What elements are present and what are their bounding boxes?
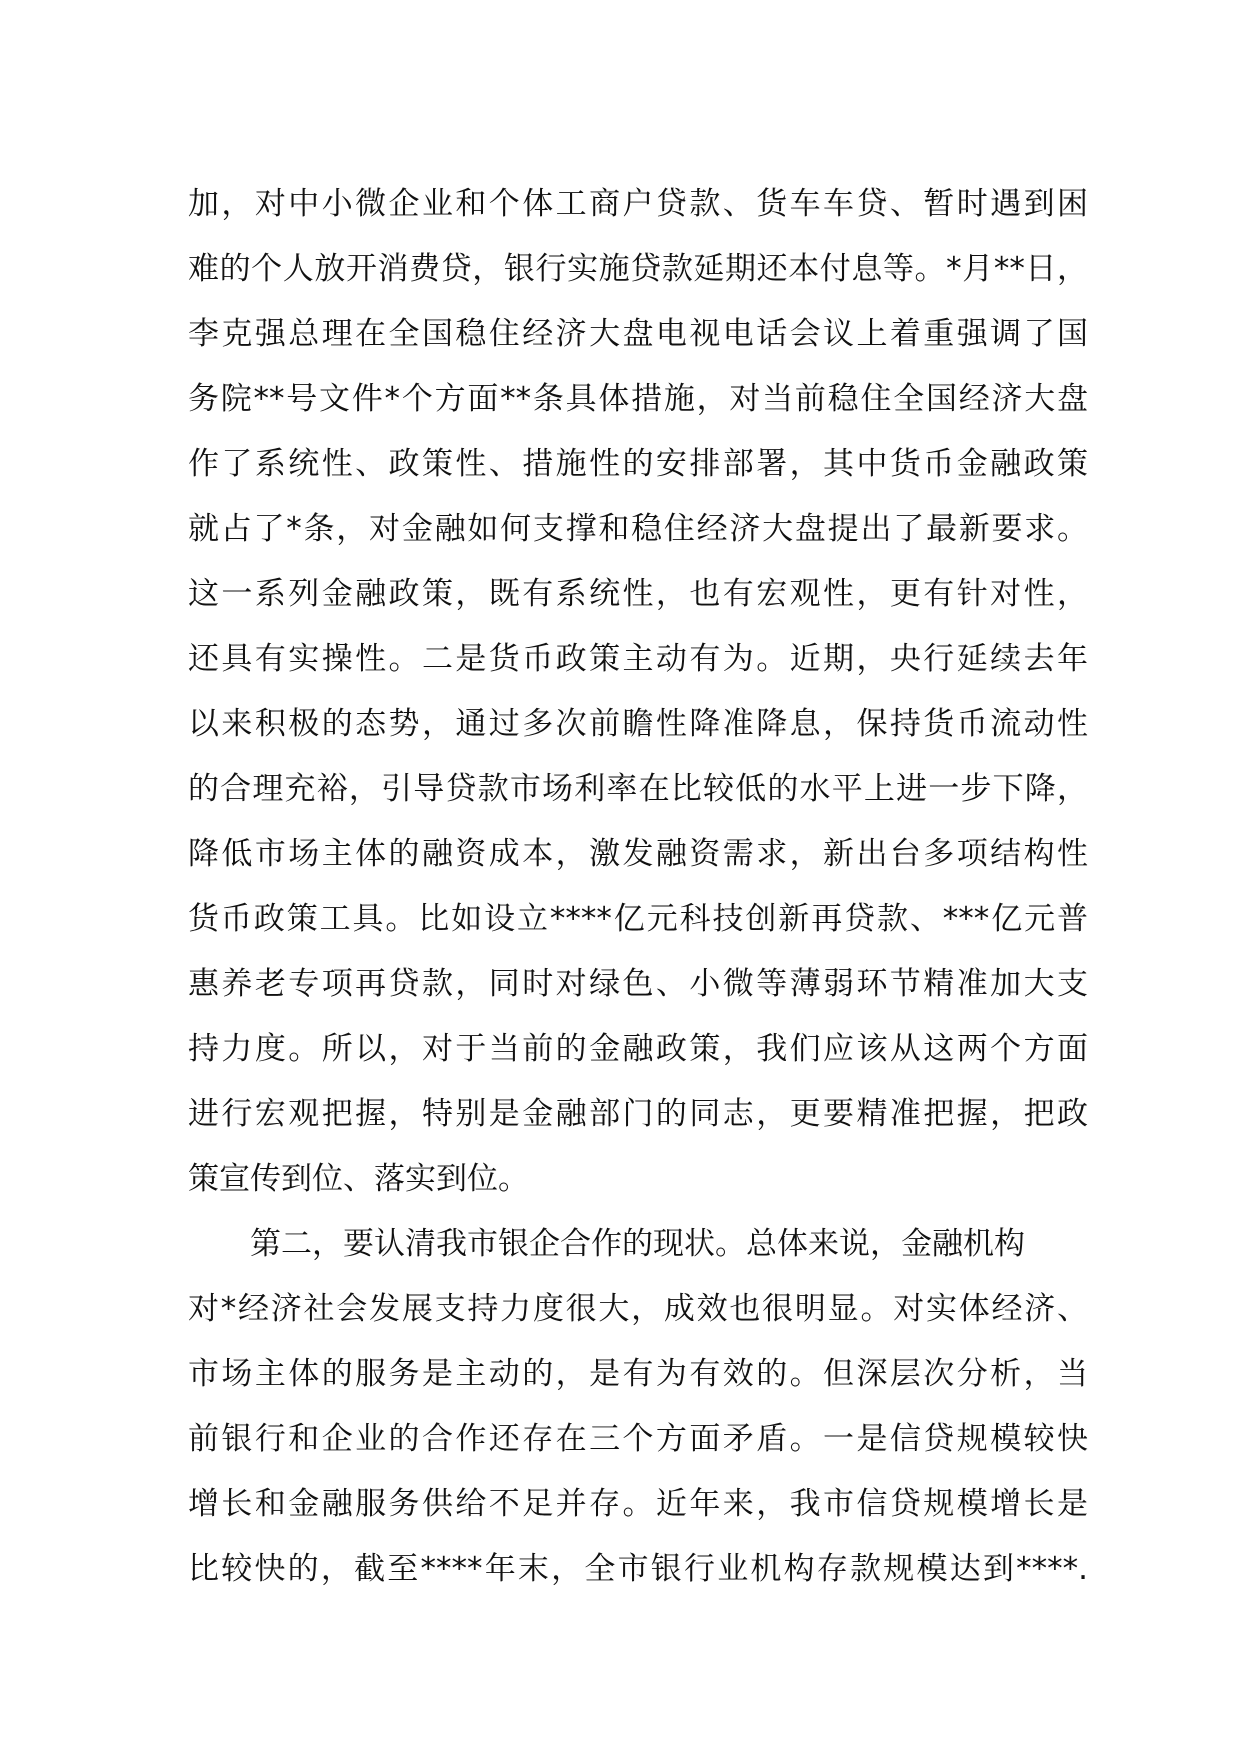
text-line: 对*经济社会发展支持力度很大，成效也很明显。对实体经济、 bbox=[188, 1291, 1088, 1327]
text-line: 以来积极的态势，通过多次前瞻性降准降息，保持货币流动性 bbox=[188, 706, 1088, 742]
text-line: 还具有实操性。二是货币政策主动有为。近期，央行延续去年 bbox=[188, 641, 1088, 677]
text-line: 就占了*条，对金融如何支撑和稳住经济大盘提出了最新要求。 bbox=[188, 511, 1088, 547]
text-line: 比较快的，截至****年末，全市银行业机构存款规模达到****. bbox=[188, 1551, 1088, 1587]
text-line: 降低市场主体的融资成本，激发融资需求，新出台多项结构性 bbox=[188, 836, 1088, 872]
text-line: 作了系统性、政策性、措施性的安排部署，其中货币金融政策 bbox=[188, 446, 1088, 482]
body-text bbox=[188, 172, 1088, 1602]
text-line: 务院**号文件*个方面**条具体措施，对当前稳住全国经济大盘 bbox=[188, 381, 1088, 417]
text-line: 难的个人放开消费贷，银行实施贷款延期还本付息等。*月**日， bbox=[188, 251, 1088, 287]
text-line: 策宣传到位、落实到位。 bbox=[188, 1161, 529, 1197]
text-line: 持力度。所以，对于当前的金融政策，我们应该从这两个方面 bbox=[188, 1031, 1088, 1067]
text-line: 的合理充裕，引导贷款市场利率在比较低的水平上进一步下降， bbox=[188, 771, 1088, 807]
text-line: 加，对中小微企业和个体工商户贷款、货车车贷、暂时遇到困 bbox=[188, 186, 1088, 222]
text-line: 货币政策工具。比如设立****亿元科技创新再贷款、***亿元普 bbox=[188, 901, 1088, 937]
text-line: 增长和金融服务供给不足并存。近年来，我市信贷规模增长是 bbox=[188, 1486, 1088, 1522]
text-line: 惠养老专项再贷款，同时对绿色、小微等薄弱环节精准加大支 bbox=[188, 966, 1088, 1002]
text-line: 这一系列金融政策，既有系统性，也有宏观性，更有针对性， bbox=[188, 576, 1088, 612]
text-line: 前银行和企业的合作还存在三个方面矛盾。一是信贷规模较快 bbox=[188, 1421, 1088, 1457]
text-line: 进行宏观把握，特别是金融部门的同志，更要精准把握，把政 bbox=[188, 1096, 1088, 1132]
text-line: 李克强总理在全国稳住经济大盘电视电话会议上着重强调了国 bbox=[188, 316, 1088, 352]
paragraph-start-line: 第二，要认清我市银企合作的现状。总体来说，金融机构 bbox=[250, 1226, 1025, 1262]
text-line: 市场主体的服务是主动的，是有为有效的。但深层次分析，当 bbox=[188, 1356, 1088, 1392]
